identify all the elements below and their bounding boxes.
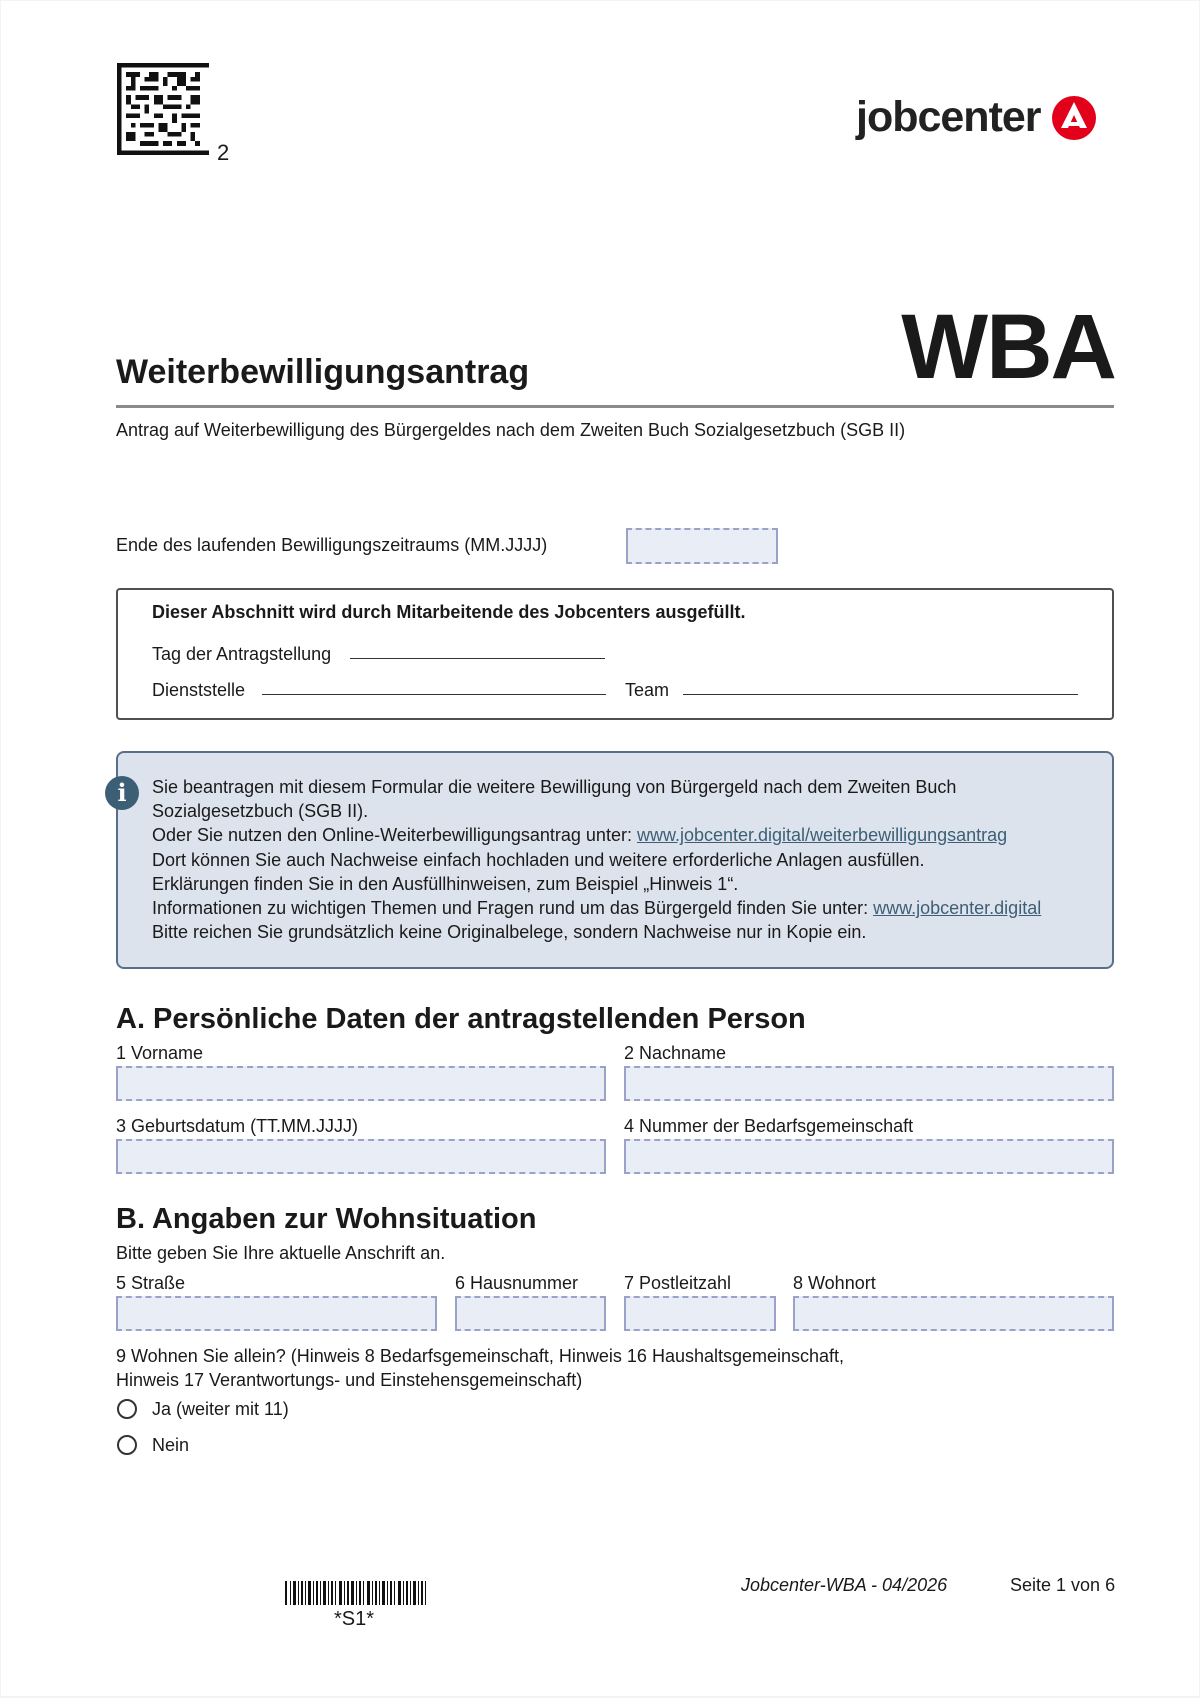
info-line: Sie beantragen mit diesem Formular die weitere Bewilligung von Bürgergeld nach dem Zweiten Buch [152, 777, 957, 797]
radio-no-label: Nein [152, 1435, 190, 1455]
last-name-label: 2 Nachname [624, 1043, 727, 1063]
title-divider [116, 405, 1114, 408]
info-line: Dort können Sie auch Nachweise einfach hochladen und weitere erforderliche Anlagen ausfüllen. [152, 849, 925, 870]
office-label: Dienststelle [152, 680, 246, 700]
document-title: Weiterbewilligungsantrag [116, 353, 530, 391]
bg-number-input[interactable] [624, 1139, 1114, 1174]
info-line-text: Informationen zu wichtigen Themen und Fragen rund um das Bürgergeld finden Sie unter: [152, 898, 874, 919]
city-label: 8 Wohnort [793, 1273, 876, 1293]
first-name-label: 1 Vorname [116, 1043, 204, 1063]
postal-code-input[interactable] [624, 1296, 776, 1331]
info-line [152, 823, 1041, 847]
info-line: Bitte reichen Sie grundsätzlich keine Originalbelege, sondern Nachweise nur in Kopie ein. [152, 922, 867, 943]
office-use-heading: Dieser Abschnitt wird durch Mitarbeitende des Jobcenters ausgefüllt. [152, 602, 746, 622]
birth-date-input[interactable] [116, 1139, 606, 1174]
last-name-input[interactable] [624, 1066, 1114, 1101]
question-9-line2: Hinweis 17 Verantwortungs- und Einstehensgemeinschaft) [116, 1370, 583, 1390]
section-a-heading: A. Persönliche Daten der antragstellenden Person [116, 1003, 806, 1035]
info-line-text: Oder Sie nutzen den Online-Weiterbewilligungsantrag unter: [152, 825, 637, 846]
barcode-icon [285, 1581, 426, 1605]
form-identifier: Jobcenter-WBA - 04/2026 [741, 1575, 948, 1595]
postal-code-label: 7 Postleitzahl [624, 1273, 732, 1293]
bg-number-label: 4 Nummer der Bedarfsgemeinschaft [624, 1116, 914, 1136]
document-code: WBA [901, 296, 1115, 398]
team-line [683, 694, 1078, 695]
qr-code-icon [116, 63, 210, 155]
birth-date-label: 3 Geburtsdatum (TT.MM.JJJJ) [116, 1116, 359, 1136]
house-number-input[interactable] [455, 1296, 606, 1331]
info-line [152, 896, 1041, 920]
first-name-input[interactable] [116, 1066, 606, 1101]
qr-number: 2 [217, 140, 230, 165]
city-input[interactable] [793, 1296, 1114, 1331]
period-label: Ende des laufenden Bewilligungszeitraums (MM.JJJJ) [116, 535, 548, 555]
info-icon: i [105, 776, 139, 810]
info-line: Sozialgesetzbuch (SGB II). [152, 801, 369, 822]
application-date-line [350, 658, 605, 659]
document-subtitle: Antrag auf Weiterbewilligung des Bürgergeldes nach dem Zweiten Buch Sozialgesetzbuch (SGB II) [116, 420, 906, 440]
barcode-text: *S1* [334, 1608, 375, 1630]
application-date-label: Tag der Antragstellung [152, 644, 332, 664]
page-number: Seite 1 von 6 [1010, 1575, 1116, 1595]
jobcenter-logo [856, 93, 1097, 142]
jobcenter-digital-link[interactable]: www.jobcenter.digital [873, 898, 1042, 919]
office-line [262, 694, 606, 695]
form-page [1, 1, 1199, 1696]
period-end-input[interactable] [626, 528, 778, 564]
logo-text: jobcenter [856, 93, 1041, 141]
street-label: 5 Straße [116, 1273, 186, 1293]
radio-yes-label: Ja (weiter mit 11) [152, 1399, 289, 1419]
team-label: Team [625, 680, 670, 700]
section-b-heading: B. Angaben zur Wohnsituation [116, 1203, 537, 1235]
radio-yes[interactable] [117, 1399, 137, 1419]
house-number-label: 6 Hausnummer [455, 1273, 579, 1293]
radio-no[interactable] [117, 1435, 137, 1455]
info-line: Erklärungen finden Sie in den Ausfüllhinweisen, zum Beispiel „Hinweis 1“. [152, 873, 739, 894]
online-application-link[interactable]: www.jobcenter.digital/weiterbewilligungsantrag [636, 825, 1008, 846]
street-input[interactable] [116, 1296, 437, 1331]
question-9-line1: 9 Wohnen Sie allein? (Hinweis 8 Bedarfsgemeinschaft, Hinweis 16 Haushaltsgemeinschaft, [116, 1346, 845, 1366]
address-intro: Bitte geben Sie Ihre aktuelle Anschrift an. [116, 1243, 446, 1263]
info-text [152, 775, 1041, 944]
jobcenter-logo-icon [1051, 95, 1097, 141]
